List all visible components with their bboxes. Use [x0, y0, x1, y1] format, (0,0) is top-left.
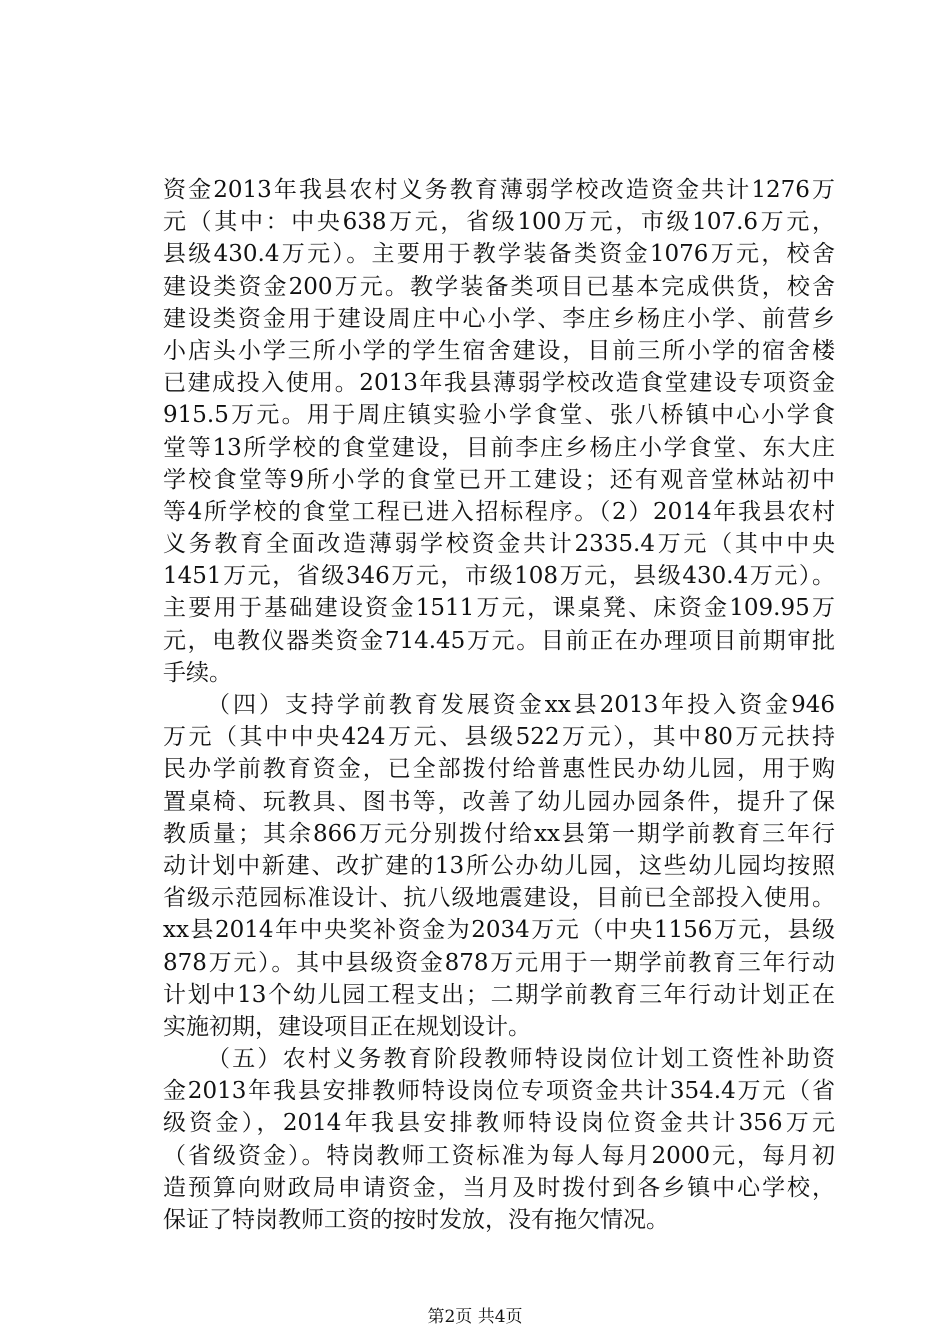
text-line: 小店头小学三所小学的学生宿舍建设，目前三所小学的宿舍楼 [163, 337, 835, 364]
text-line: 资金2013年我县农村义务教育薄弱学校改造资金共计1276万 [163, 177, 835, 203]
text-line: 民办学前教育资金，已全部拨付给普惠性民办幼儿园，用于购 [163, 756, 835, 783]
text-line: 造预算向财政局申请资金，当月及时拨付到各乡镇中心学校， [163, 1174, 835, 1201]
text-line: 主要用于基础建设资金1511万元，课桌凳、床资金109.95万 [163, 595, 835, 622]
text-line: 学校食堂等9所小学的食堂已开工建设；还有观音堂林站初中 [163, 466, 835, 493]
text-line: （四）支持学前教育发展资金xx县2013年投入资金946 [207, 692, 835, 718]
text-line: 已建成投入使用。2013年我县薄弱学校改造食堂建设专项资金 [163, 370, 835, 397]
text-line: 省级示范园标准设计、抗八级地震建设，目前已全部投入使用。 [163, 885, 835, 912]
text-line: 等4所学校的食堂工程已进入招标程序。（2）2014年我县农村 [163, 498, 835, 525]
text-line: 堂等13所学校的食堂建设，目前李庄乡杨庄小学食堂、东大庄 [163, 434, 835, 461]
text-line: 万元（其中中央424万元、县级522万元），其中80万元扶持 [163, 724, 835, 751]
text-line: 元（其中：中央638万元，省级100万元，市级107.6万元， [163, 209, 835, 236]
text-line: （省级资金）。特岗教师工资标准为每人每月2000元，每月初 [163, 1142, 835, 1169]
text-line: 手续。 [163, 659, 232, 686]
text-line: 金2013年我县安排教师特设岗位专项资金共计354.4万元（省 [163, 1078, 835, 1105]
text-line: 915.5万元。用于周庄镇实验小学食堂、张八桥镇中心小学食 [163, 402, 835, 429]
text-line: 置桌椅、玩教具、图书等，改善了幼儿园办园条件，提升了保 [163, 788, 835, 815]
text-line: 1451万元，省级346万元，市级108万元，县级430.4万元）。 [163, 563, 835, 590]
text-line: 878万元）。其中县级资金878万元用于一期学前教育三年行动 [163, 949, 835, 976]
text-line: 计划中13个幼儿园工程支出；二期学前教育三年行动计划正在 [163, 981, 835, 1008]
text-line: 级资金），2014年我县安排教师特设岗位资金共计356万元 [163, 1110, 835, 1137]
text-line: 元，电教仪器类资金714.45万元。目前正在办理项目前期审批 [163, 627, 835, 654]
text-line: 保证了特岗教师工资的按时发放，没有拖欠情况。 [163, 1207, 669, 1233]
text-line: 实施初期，建设项目正在规划设计。 [163, 1013, 531, 1040]
text-line: 建设类资金200万元。教学装备类项目已基本完成供货，校舍 [163, 273, 835, 300]
document-body [163, 174, 835, 1236]
text-line: 建设类资金用于建设周庄中心小学、李庄乡杨庄小学、前营乡 [163, 305, 835, 332]
text-line: xx县2014年中央奖补资金为2034万元（中央1156万元，县级 [163, 917, 835, 944]
text-line: （五）农村义务教育阶段教师特设岗位计划工资性补助资 [207, 1046, 835, 1073]
text-line: 义务教育全面改造薄弱学校资金共计2335.4万元（其中中央 [163, 531, 835, 558]
text-line: 动计划中新建、改扩建的13所公办幼儿园，这些幼儿园均按照 [163, 852, 835, 879]
text-line: 县级430.4万元）。主要用于教学装备类资金1076万元，校舍 [163, 241, 835, 268]
text-line: 教质量；其余866万元分别拨付给xx县第一期学前教育三年行 [163, 820, 835, 847]
page-footer: 第2页 共4页 [427, 1307, 523, 1327]
